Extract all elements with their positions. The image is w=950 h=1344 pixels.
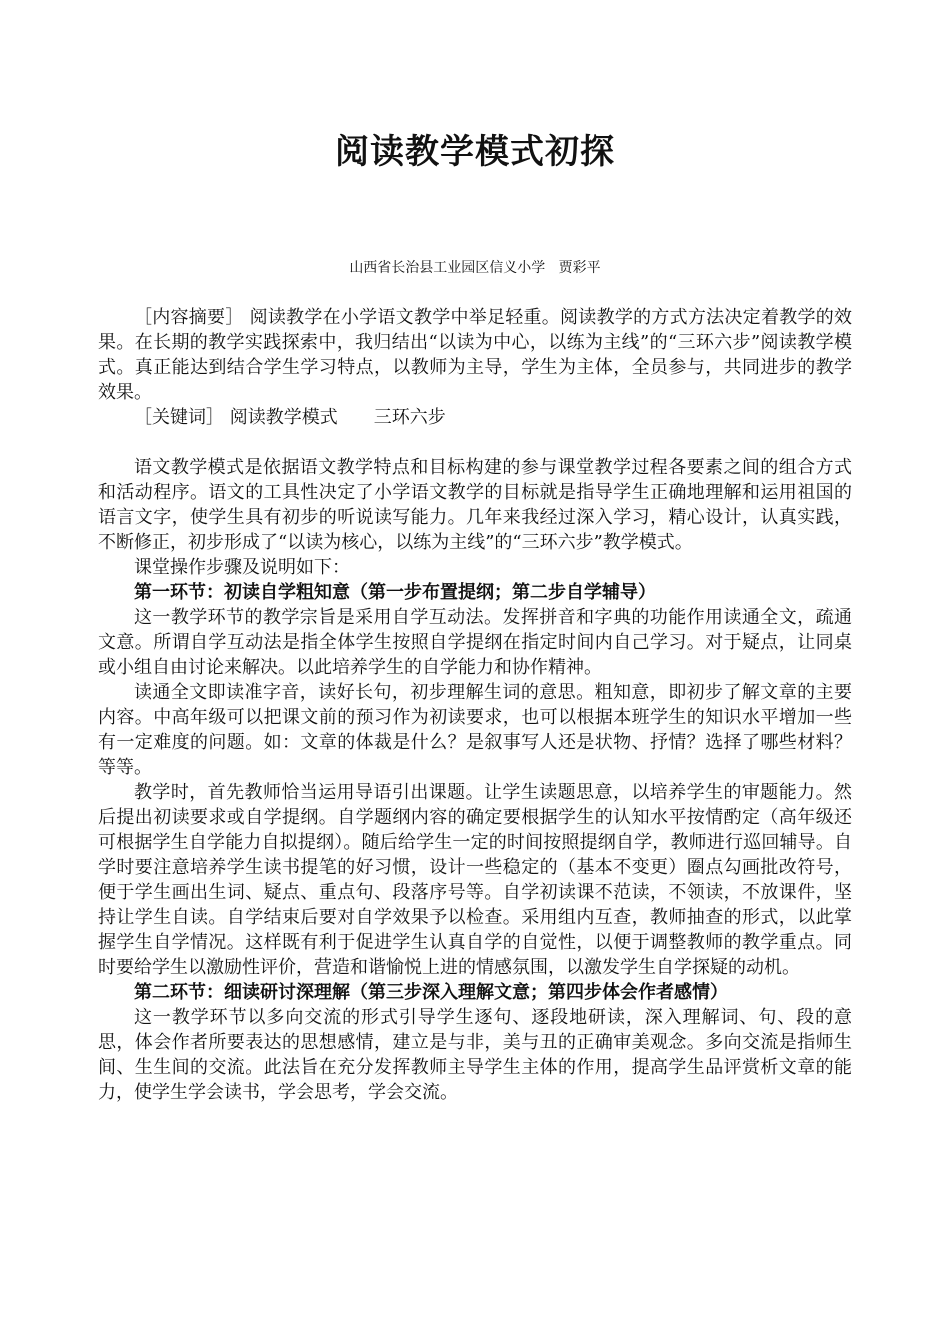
body-paragraph: 这一教学环节的教学宗旨是采用自学互动法。发挥拼音和字典的功能作用读通全文，疏通文意。所谓自学互动法是指全体学生按照自学提纲在指定时间内自己学习。对于疑点，让同桌或小组自由讨论来解决。以此培养学生的自学能力和协作精神。: [98, 607, 852, 678]
keywords-line: [98, 405, 852, 430]
section-heading-1: 第一环节：初读自学粗知意（第一步布置提纲；第二步自学辅导）: [134, 582, 656, 603]
keywords-second: 三环六步: [373, 407, 446, 428]
abstract-paragraph: ［内容摘要］ 阅读教学在小学语文教学中举足轻重。阅读教学的方式方法决定着教学的效果。在长期的教学实践探索中，我归结出“以读为中心，以练为主线”的“三环六步”阅读教学模式。真正能达到结合学生学习特点，以教师为主导，学生为主体，全员参与，共同进步的教学效果。: [98, 307, 852, 403]
body-paragraph: 教学时，首先教师恰当运用导语引出课题。让学生读题思意，以培养学生的审题能力。然后提出初读要求或自学提纲。自学题纲内容的确定要根据学生的认知水平按情酌定（高年级还可根据学生自学能力自拟提纲）。随后给学生一定的时间按照提纲自学，教师进行巡回辅导。自学时要注意培养学生读书提笔的好习惯，设计一些稳定的（基本不变更）圈点勾画批改符号，便于学生画出生词、疑点、重点句、段落序号等。自学初读课不范读，不领读，不放课件，坚持让学生自读。自学结束后要对自学效果予以检查。采用组内互查，教师抽查的形式，以此掌握学生自学情况。这样既有利于促进学生认真自学的自觉性，以便于调整教师的教学重点。同时要给学生以激励性评价，营造和谐愉悦上进的情感氛围，以激发学生自学探疑的动机。: [98, 782, 852, 978]
blank-line: [98, 430, 852, 455]
body-paragraph: 读通全文即读准字音，读好长句，初步理解生词的意思。粗知意，即初步了解文章的主要内容。中高年级可以把课文前的预习作为初读要求，也可以根据本班学生的知识水平增加一些有一定难度的问题。如：文章的体裁是什么？是叙事写人还是状物、抒情？选择了哪些材料？等等。: [98, 682, 852, 778]
body-paragraph: 课堂操作步骤及说明如下：: [134, 557, 350, 578]
body-paragraph: 语文教学模式是依据语文教学特点和目标构建的参与课堂教学过程各要素之间的组合方式和活动程序。语文的工具性决定了小学语文教学的目标就是指导学生正确地理解和运用祖国的语言文字，使学生具有初步的听说读写能力。几年来我经过深入学习，精心设计，认真实践，不断修正，初步形成了“以读为核心，以练为主线”的“三环六步”教学模式。: [98, 457, 852, 553]
author-line: 山西省长治县工业园区信义小学 贾彩平: [349, 260, 601, 276]
keywords-label: ［关键词］ 阅读教学模式: [134, 407, 338, 428]
document-title: 阅读教学模式初探: [335, 132, 615, 172]
section-heading-2: 第二环节：细读研讨深理解（第三步深入理解文意；第四步体会作者感情）: [134, 982, 728, 1003]
document-body: [98, 305, 852, 1105]
body-paragraph: 这一教学环节以多向交流的形式引导学生逐句、逐段地研读，深入理解词、句、段的意思，体会作者所要表达的思想感情，建立是与非，美与丑的正确审美观念。多向交流是指师生间、生生间的交流。此法旨在充分发挥教师主导学生主体的作用，提高学生品评赏析文章的能力，使学生学会读书，学会思考，学会交流。: [98, 1007, 852, 1103]
